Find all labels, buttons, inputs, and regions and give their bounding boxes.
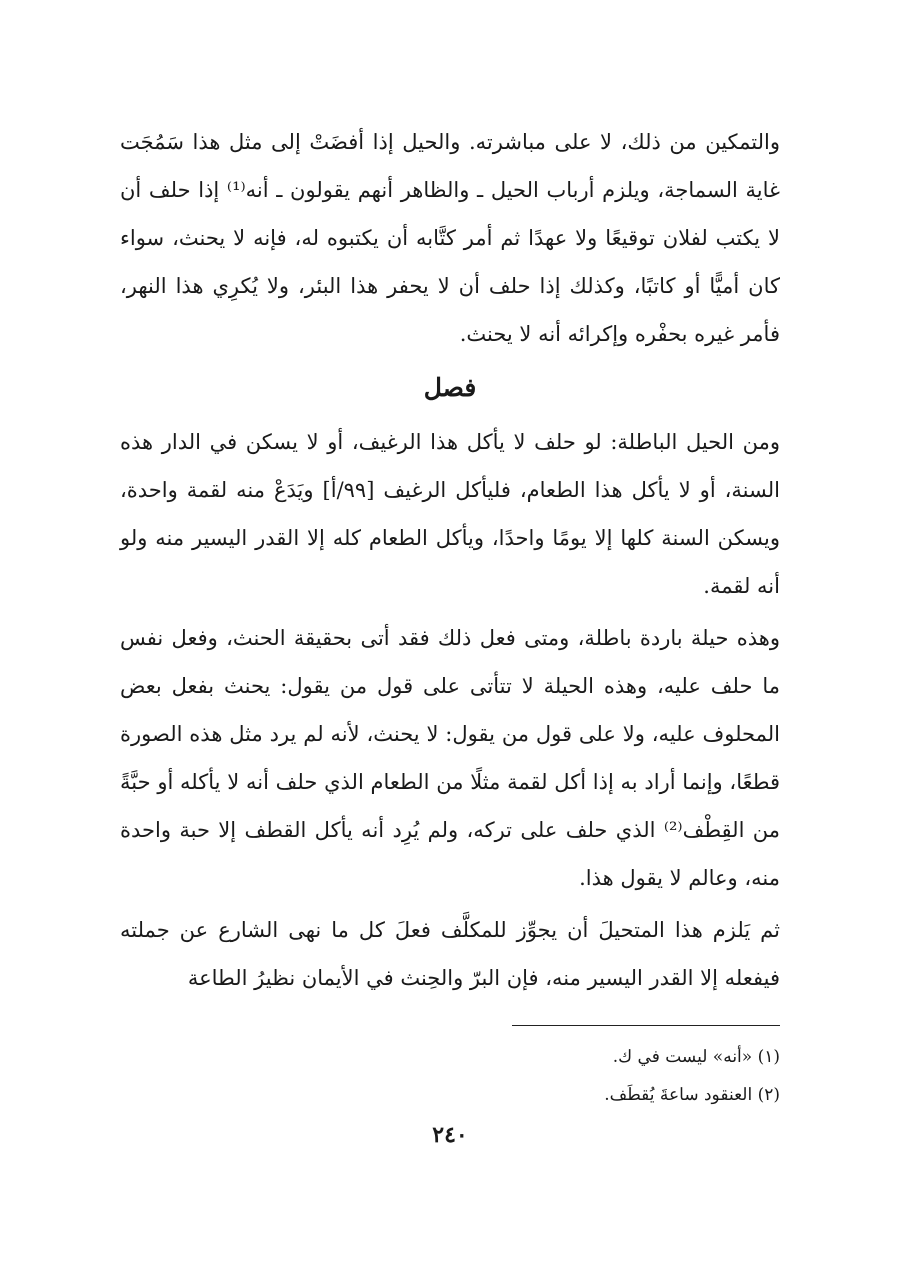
page-number: ٢٤٠ <box>432 1122 468 1148</box>
paragraph-4: ثم يَلزم هذا المتحيلَ أن يجوِّز للمكلَّف فعلَ كل ما نهى الشارع عن جملته فيفعله إلا القدر اليسير منه، فإن البرّ والحِنث في الأيمان نظيرُ الطاعة <box>120 918 780 990</box>
footnote-2: (٢) العنقود ساعةَ يُقطَف. <box>604 1085 780 1105</box>
page-body <box>120 118 780 1006</box>
footnotes <box>120 1038 780 1114</box>
paragraph-1: والتمكين من ذلك، لا على مباشرته. والحيل إذا أفضَتْ إلى مثل هذا سَمُجَت غاية السماجة، ويلزم أرباب الحيل ـ والظاهر أنهم يقولون ـ أنه⁽¹⁾ إذا حلف أن لا يكتب لفلان توقيعًا ولا عهدًا ثم أمر كتَّابه أن يكتبوه له، فإنه لا يحنث، سواء كان أميًّا أو كاتبًا، وكذلك إذا حلف أن لا يحفر هذا البئر، ولا يُكرِي هذا النهر، فأمر غيره بحفْره وإكرائه أنه لا يحنث. <box>120 130 780 346</box>
paragraph-3: وهذه حيلة باردة باطلة، ومتى فعل ذلك فقد أتى بحقيقة الحنث، وفعل نفس ما حلف عليه، وهذه الحيلة لا تتأتى على قول من يقول: يحنث بفعل بعض المحلوف عليه، ولا على قول من يقول: لا يحنث، لأنه لم يرد مثل هذه الصورة قطعًا، وإنما أراد به إذا أكل لقمة مثلًا من الطعام الذي حلف أنه لا يأكله أو حبَّةً من القِطْف⁽²⁾ الذي حلف على تركه، ولم يُرِد أنه يأكل القطف إلا حبة واحدة منه، وعالم لا يقول هذا. <box>120 626 781 890</box>
footnote-separator <box>512 1025 780 1026</box>
section-heading: فصل <box>423 373 477 402</box>
paragraph-2: ومن الحيل الباطلة: لو حلف لا يأكل هذا الرغيف، أو لا يسكن في الدار هذه السنة، أو لا يأكل هذا الطعام، فليأكل الرغيف [٩٩/أ] ويَدَعْ منه لقمة واحدة، ويسكن السنة كلها إلا يومًا واحدًا، ويأكل الطعام كله إلا القدر اليسير منه ولو أنه لقمة. <box>120 430 780 598</box>
footnote-1: (١) «أنه» ليست في ك. <box>612 1047 780 1067</box>
